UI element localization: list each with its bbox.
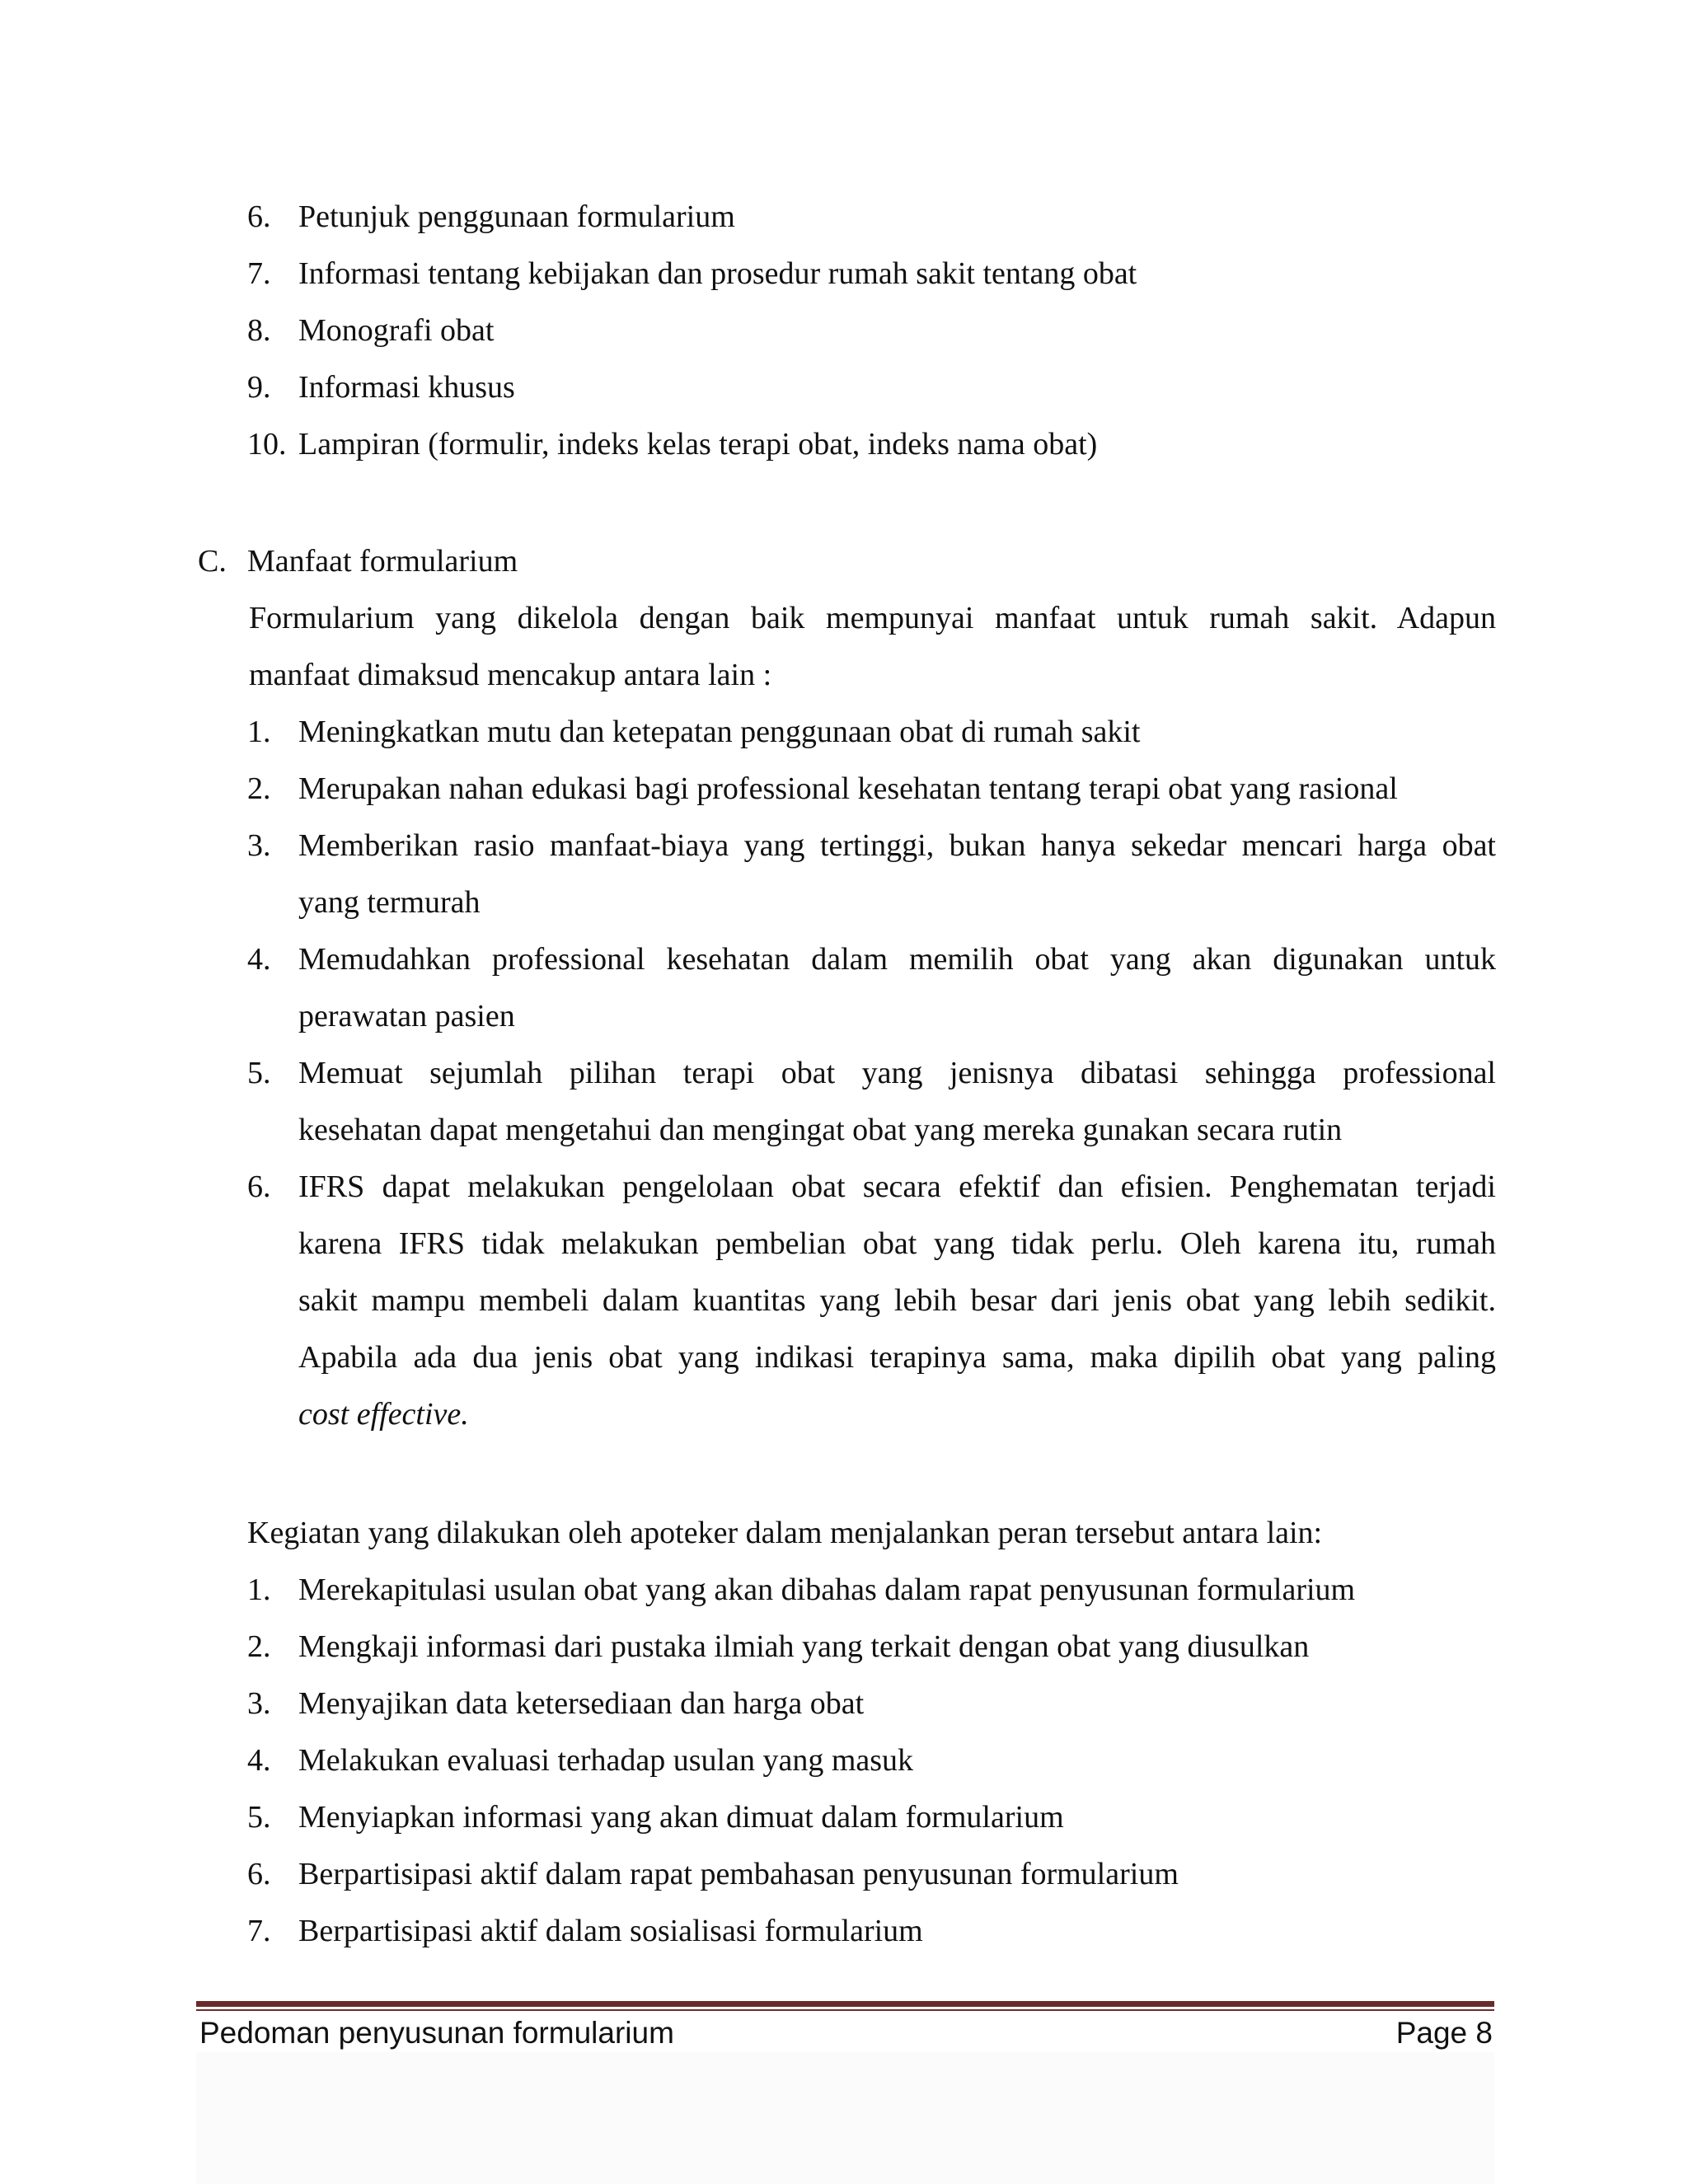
list-number: 1. <box>247 1572 271 1607</box>
list-text: Meningkatkan mutu dan ketepatan penggunaan obat di rumah sakit <box>298 715 1141 749</box>
list-number: 2. <box>247 1629 271 1664</box>
list-text: Merupakan nahan edukasi bagi professional kesehatan tentang terapi obat yang rasional <box>298 771 1398 806</box>
list-text: Berpartisipasi aktif dalam sosialisasi formularium <box>298 1914 923 1948</box>
footer-rule <box>196 2001 1494 2007</box>
list-text: Berpartisipasi aktif dalam rapat pembahasan penyusunan formularium <box>298 1857 1179 1891</box>
list-text-line: Apabila ada dua jenis obat yang indikasi terapinya sama, maka dipilih obat yang paling <box>298 1340 1496 1375</box>
list-text-line: IFRS dapat melakukan pengelolaan obat secara efektif dan efisien. Penghematan terjadi <box>298 1169 1496 1204</box>
list-number: 6. <box>247 199 271 234</box>
list-text: Informasi khusus <box>298 370 515 405</box>
list-number: 7. <box>247 256 271 291</box>
list-number: 3. <box>247 1686 271 1721</box>
list-item <box>247 817 1496 932</box>
list-number: 10. <box>247 427 287 462</box>
list-text: Menyiapkan informasi yang akan dimuat dalam formularium <box>298 1800 1064 1835</box>
footer-title: Pedoman penyusunan formularium <box>199 2016 674 2050</box>
list-number: 5. <box>247 1056 271 1090</box>
list-text-line: yang termurah <box>298 885 481 920</box>
page-number: Page 8 <box>1395 2016 1493 2050</box>
list-top <box>247 188 1496 476</box>
list-number: 6. <box>247 1169 271 1204</box>
list-item <box>247 1044 1496 1160</box>
list-text-line: Memberikan rasio manfaat-biaya yang tertinggi, bukan hanya sekedar mencari harga obat <box>298 828 1496 863</box>
list-text: Menyajikan data ketersediaan dan harga obat <box>298 1686 865 1721</box>
section-c <box>198 532 1496 1439</box>
list-number: 3. <box>247 828 271 863</box>
section-title: Manfaat formularium <box>247 544 518 579</box>
list-text-line: kesehatan dapat mengetahui dan mengingat obat yang mereka gunakan secara rutin <box>298 1113 1343 1147</box>
list-text: Melakukan evaluasi terhadap usulan yang masuk <box>298 1743 914 1778</box>
list-text-line: karena IFRS tidak melakukan pembelian obat yang tidak perlu. Oleh karena itu, rumah <box>298 1226 1496 1261</box>
footer-rule-thin <box>196 2009 1494 2011</box>
section-intro-line: Formularium yang dikelola dengan baik mempunyai manfaat untuk rumah sakit. Adapun <box>249 601 1496 635</box>
list-text-line-italic: cost effective. <box>298 1397 469 1432</box>
section-intro-line: manfaat dimaksud mencakup antara lain : <box>249 658 772 692</box>
list-text-line: Memuat sejumlah pilihan terapi obat yang jenisnya dibatasi sehingga professional <box>298 1056 1496 1090</box>
kegiatan-section <box>247 1504 1496 1966</box>
list-item <box>247 930 1496 1046</box>
list-text: Informasi tentang kebijakan dan prosedur rumah sakit tentang obat <box>298 256 1137 291</box>
list-number: 9. <box>247 370 271 405</box>
list-number: 7. <box>247 1914 271 1948</box>
section-letter: C. <box>198 544 227 579</box>
list-text: Monografi obat <box>298 313 495 348</box>
list-text-line: sakit mampu membeli dalam kuantitas yang lebih besar dari jenis obat yang lebih sedikit. <box>298 1283 1496 1318</box>
list-number: 4. <box>247 1743 271 1778</box>
list-text: Merekapitulasi usulan obat yang akan dibahas dalam rapat penyusunan formularium <box>298 1572 1356 1607</box>
list-number: 5. <box>247 1800 271 1835</box>
list-number: 1. <box>247 715 271 749</box>
list-text: Petunjuk penggunaan formularium <box>298 199 735 234</box>
list-number: 6. <box>247 1857 271 1891</box>
list-number: 8. <box>247 313 271 348</box>
footer-shade <box>196 2052 1494 2184</box>
list-number: 4. <box>247 942 271 977</box>
list-text-line: Memudahkan professional kesehatan dalam memilih obat yang akan digunakan untuk <box>298 942 1496 977</box>
list-item <box>247 1158 1496 1446</box>
list-number: 2. <box>247 771 271 806</box>
list-text: Lampiran (formulir, indeks kelas terapi obat, indeks nama obat) <box>298 427 1098 462</box>
kegiatan-intro: Kegiatan yang dilakukan oleh apoteker dalam menjalankan peran tersebut antara lain: <box>247 1516 1323 1550</box>
list-text-line: perawatan pasien <box>298 999 515 1033</box>
list-text: Mengkaji informasi dari pustaka ilmiah yang terkait dengan obat yang diusulkan <box>298 1629 1310 1664</box>
